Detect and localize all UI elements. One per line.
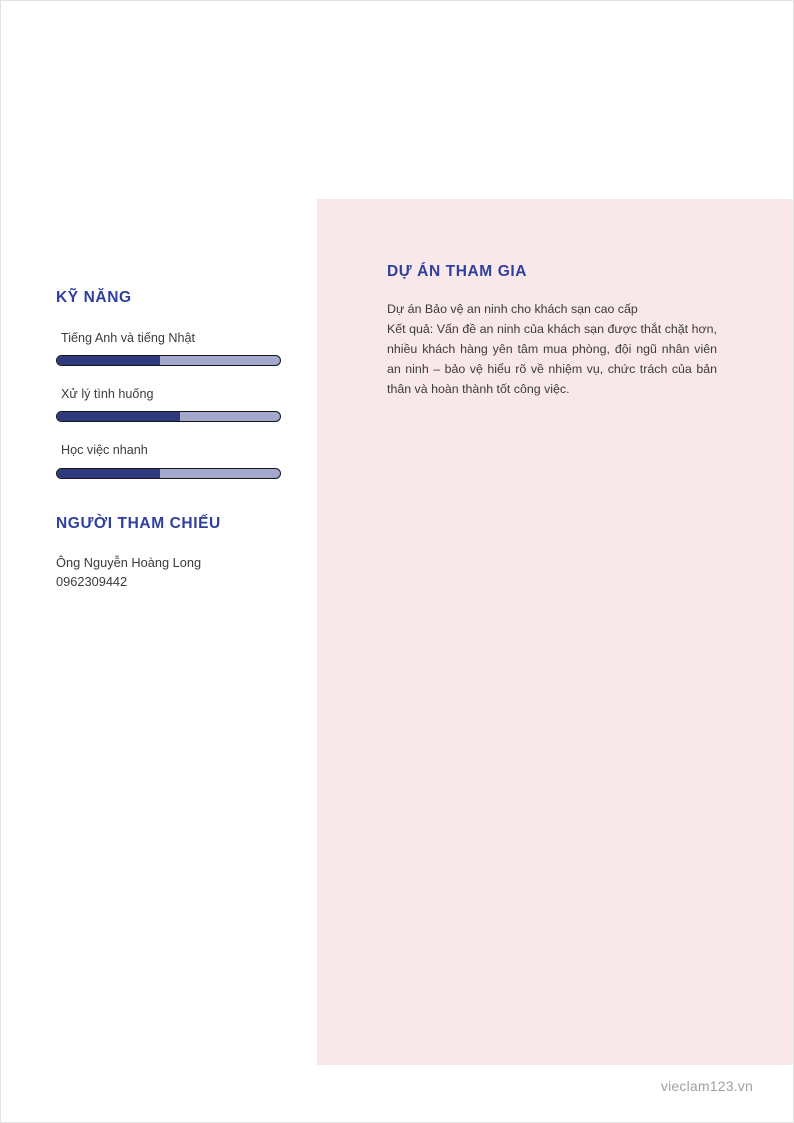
reference-heading: NGƯỜI THAM CHIẾU bbox=[56, 514, 221, 532]
project-title-line: Dự án Bảo vệ an ninh cho khách sạn cao cấp bbox=[387, 301, 638, 316]
reference-name: Ông Nguyễn Hoàng Long bbox=[56, 555, 202, 571]
reference-section bbox=[56, 515, 286, 592]
skill-label: Xử lý tình huống bbox=[61, 386, 154, 401]
left-column bbox=[56, 289, 286, 592]
skill-item bbox=[56, 442, 286, 478]
reference-phone: 0962309442 bbox=[56, 574, 128, 590]
skill-label: Tiếng Anh và tiếng Nhật bbox=[61, 330, 195, 345]
projects-content bbox=[387, 263, 717, 399]
skill-progress-fill bbox=[57, 412, 180, 421]
skill-progress-bar bbox=[56, 468, 281, 479]
projects-heading: DỰ ÁN THAM GIA bbox=[387, 263, 528, 280]
skill-progress-bar bbox=[56, 355, 281, 366]
skill-item bbox=[56, 330, 286, 366]
skill-progress-bar bbox=[56, 411, 281, 422]
footer-watermark: vieclam123.vn bbox=[660, 1078, 753, 1094]
project-result-text: Kết quả: Vấn đề an ninh của khách sạn được thắt chặt hơn, nhiều khách hàng yên tâm mua phòng, đội ngũ nhân viên an ninh – bảo vệ hiểu rõ về nhiệm vụ, chức trách của bản thân và hoàn thành tốt công việc. bbox=[387, 321, 717, 396]
projects-description bbox=[387, 299, 717, 399]
skill-item bbox=[56, 386, 286, 422]
skill-progress-fill bbox=[57, 356, 160, 365]
skills-heading: KỸ NĂNG bbox=[56, 289, 132, 306]
skill-label: Học việc nhanh bbox=[61, 443, 148, 458]
projects-panel bbox=[317, 199, 794, 1065]
skill-progress-fill bbox=[57, 469, 160, 478]
